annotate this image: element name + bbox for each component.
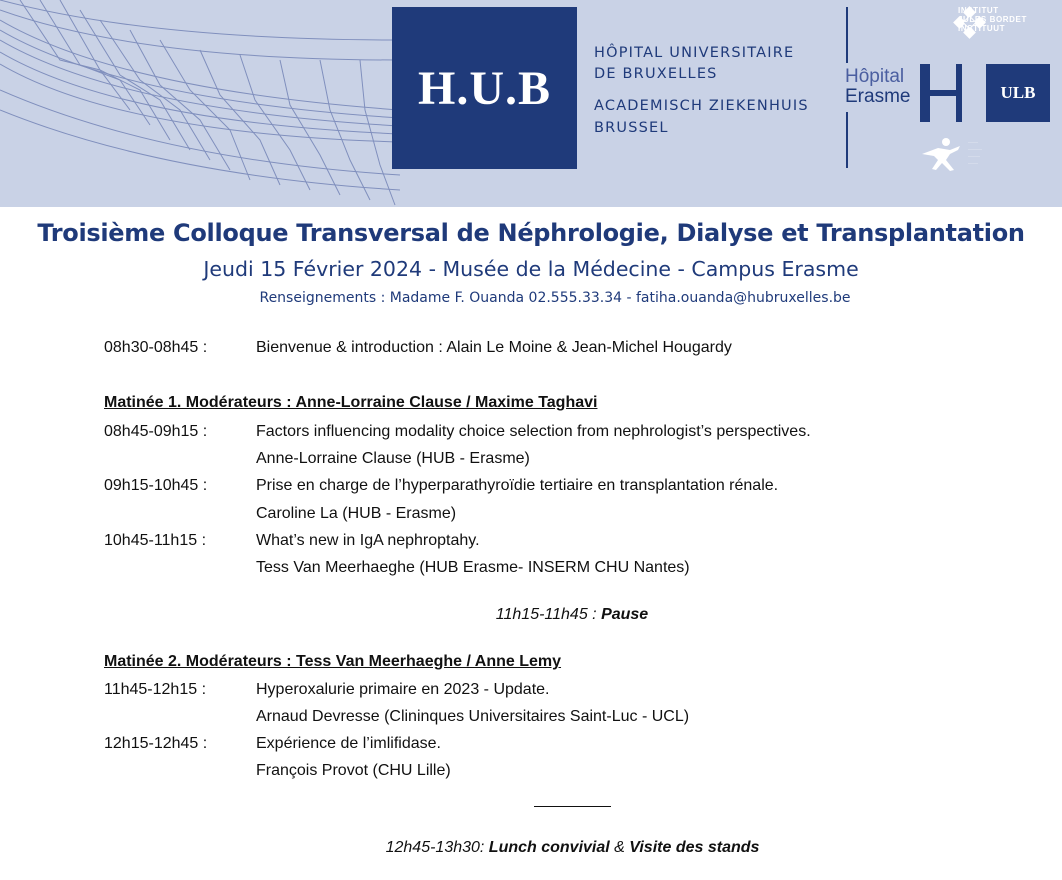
intro-text: Bienvenue & introduction : Alain Le Moine & Jean-Michel Hougardy bbox=[256, 339, 732, 356]
talk-time: 09h15-10h45 : bbox=[104, 477, 208, 494]
talk-title: Prise en charge de l’hyperparathyroïdie tertiaire en transplantation rénale. bbox=[256, 477, 779, 494]
talk-time: 10h45-11h15 : bbox=[104, 532, 207, 549]
talk-time: 12h15-12h45 : bbox=[104, 735, 208, 752]
hub-logo-text: H.U.B bbox=[417, 61, 551, 115]
pause-time: 11h15-11h45 : bbox=[495, 606, 602, 623]
enfants-label: ····· ······· ······ ····· bbox=[968, 140, 982, 167]
event-date-location: Jeudi 15 Février 2024 - Musée de la Médecine - Campus Erasme bbox=[203, 257, 859, 281]
talk-time: 11h45-12h15 : bbox=[104, 681, 207, 698]
contact-info: Renseignements : Madame F. Ouanda 02.555.33.34 - fatiha.ouanda@hubruxelles.be bbox=[259, 290, 851, 306]
talk-time: 08h45-09h15 : bbox=[104, 423, 208, 440]
talk-title: Expérience de l’imlifidase. bbox=[256, 735, 441, 752]
page-title: Troisième Colloque Transversal de Néphrologie, Dialyse et Transplantation bbox=[37, 219, 1025, 247]
hub-logo bbox=[392, 7, 577, 169]
talk-speaker: Anne-Lorraine Clause (HUB - Erasme) bbox=[256, 450, 530, 467]
lunch-label: Lunch convivial bbox=[488, 839, 610, 856]
separator-line bbox=[534, 806, 611, 807]
ulb-logo bbox=[986, 64, 1050, 122]
talk-speaker: François Provot (CHU Lille) bbox=[256, 762, 451, 779]
lunch-amp: & bbox=[609, 839, 630, 856]
talk-speaker: Caroline La (HUB - Erasme) bbox=[256, 505, 457, 522]
talk-speaker: Tess Van Meerhaeghe (HUB Erasme- INSERM CHU Nantes) bbox=[256, 559, 690, 576]
hub-line-4: BRUSSEL bbox=[594, 120, 669, 136]
bordet-label: INSTITUT JULES BORDET INSTITUUT bbox=[958, 6, 1027, 33]
divider-bottom bbox=[846, 112, 848, 168]
hub-line-2: DE BRUXELLES bbox=[594, 66, 718, 82]
lunch-line bbox=[0, 839, 1062, 857]
intro-time: 08h30-08h45 : bbox=[104, 339, 208, 356]
erasme-hopital: Hôpital bbox=[845, 66, 905, 87]
child-figure-icon bbox=[916, 136, 964, 172]
stands-label: Visite des stands bbox=[629, 839, 760, 856]
session-2-heading: Matinée 2. Modérateurs : Tess Van Meerhaeghe / Anne Lemy bbox=[104, 653, 562, 670]
talk-title: Factors influencing modality choice selection from nephrologist’s perspectives. bbox=[256, 423, 811, 440]
erasme-name: Erasme bbox=[845, 86, 911, 107]
talk-title: Hyperoxalurie primaire en 2023 - Update. bbox=[256, 681, 550, 698]
erasme-h-icon bbox=[920, 64, 966, 122]
header-banner bbox=[0, 0, 1062, 207]
lunch-time: 12h45-13h30: bbox=[385, 839, 489, 856]
divider-top bbox=[846, 7, 848, 63]
hub-line-3: ACADEMISCH ZIEKENHUIS bbox=[594, 98, 809, 114]
pause-label: Pause bbox=[601, 606, 649, 623]
ulb-logo-text: ULB bbox=[1000, 83, 1036, 102]
talk-title: What’s new in IgA nephroptahy. bbox=[256, 532, 480, 549]
pause-line bbox=[0, 606, 1062, 624]
hub-line-1: HÔPITAL UNIVERSITAIRE bbox=[594, 45, 795, 61]
talk-speaker: Arnaud Devresse (Clininques Universitaires Saint-Luc - UCL) bbox=[256, 708, 690, 725]
decorative-lines bbox=[0, 0, 400, 207]
session-1-heading: Matinée 1. Modérateurs : Anne-Lorraine Clause / Maxime Taghavi bbox=[104, 394, 598, 411]
